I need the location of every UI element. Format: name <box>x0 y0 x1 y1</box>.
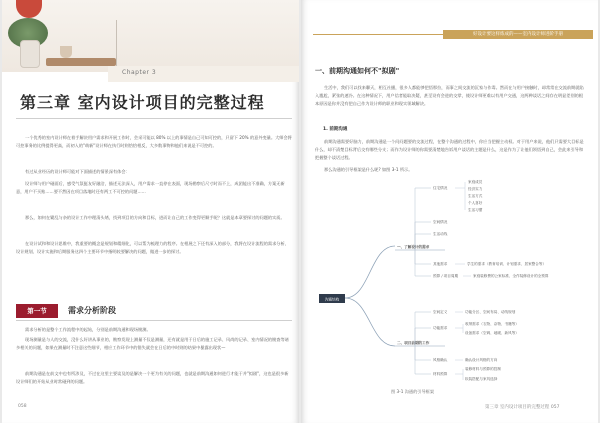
mindmap-branch: 住宅情况 <box>433 186 448 190</box>
chapter-tag: Chapter 3 <box>122 69 157 76</box>
section-title: 需求分析阶段 <box>68 306 116 315</box>
mindmap-branch: 空间定义 <box>433 310 448 314</box>
mindmap-leaf: 生活习惯 <box>468 208 483 212</box>
running-head-rule <box>313 34 443 35</box>
table-illustration <box>46 58 116 66</box>
mindmap-leaf: 收纳需求（衣物、杂物、书籍等） <box>465 322 519 326</box>
right-page <box>301 0 598 423</box>
mindmap-branch: 风格确认 <box>433 358 448 362</box>
mindmap-leaf: 经济实力 <box>468 187 483 191</box>
mindmap-branch: 生活动线 <box>433 232 448 236</box>
body-paragraph: 那么沟通的引导框架是什么呢? 如图 3-1 所示。 <box>324 167 413 172</box>
mindmap-branch: 其他需求 <box>433 262 448 266</box>
body-paragraph: 现场测量是与人的交流，没什么好讲从事业的，勘察发现上测量不仅是测量，还有就是用于日后的施工记录、风尚的记录、室内情况的勘查等诸多相关的问题，如果在测量时不注意这些细节，相应工作环节中的错失就会在日后的中时则的结果中暴露出现状— <box>16 337 289 351</box>
page-number: 第三章 室内设计项目的完整过程 057 <box>485 405 560 410</box>
mindmap-leaf: 装修材料与预算的控制 <box>465 367 501 371</box>
body-paragraph: 设计师与用户碰面后，感受气氛挺友好融洽，描述无法深入，用户需求一直停在表面，现场勘察后尺寸时而不上，成团能出不准确，方案无新意，用户不买账……要不然因在项目落地时还有两工不可控的问题…… <box>16 181 285 195</box>
mindmap-leaf: 家庭装修费的公家标准、全作装修设计的全预算 <box>473 274 549 278</box>
body-paragraph: 有过从业经历的设计师可能对下面描述的情景深有体会： <box>25 169 130 174</box>
body-paragraph: 前期沟通需要好脑力，前期沟通是一个问问题要的交流过程，在整个沟通的过程中，你应当把握主动权。对于用户来说，他们只需要大目标是什么，却不清楚目标背后交有哪些分支；而作为设计师的你需要清楚地告诉用户谈话的主题是什么，这是作为了让他们领悟到自己，会此来引导和把握整个谈话过程。 <box>315 139 584 161</box>
body-paragraph: 那么，如何在繁乱与杂的设计工作中理清头绪，找到项目的方向和目标，进而让自己的工作变得更顺手呢？这就是本章要探讨的问题的实质。 <box>25 215 285 220</box>
mindmap-leaf: 设备需求（空调、地暖、新风等） <box>465 331 519 335</box>
decorative-line <box>116 20 117 66</box>
interior-photo <box>2 0 299 72</box>
figure-caption: 图 3-1 沟通的引导框架 <box>391 389 435 394</box>
mindmap-branch: 材料预算 <box>433 372 448 376</box>
mindmap-leaf: 家庭成员 <box>468 180 483 184</box>
subsection-title: 一、前期沟通如何不"拟剧" <box>315 67 400 75</box>
section-label: 第一节 <box>16 304 58 318</box>
mindmap-leaf: 学生的需求（教育培训、计划需求、居家整合等） <box>467 262 547 266</box>
mindmap-branch: 预算 / 项目周期 <box>433 274 459 278</box>
mindmap-hub-lower: 二、项目前期的工作 <box>397 341 430 345</box>
mindmap-root: 沟通结构 <box>324 297 340 302</box>
mindmap-leaf: 软装搭配与家具选择 <box>465 377 498 381</box>
cup-illustration <box>60 46 72 58</box>
body-paragraph: 前期沟通是在前文中也有所涉及，不过在这里主要谈及的是解决一个更为有关的问题，也就是前期沟通如何进行才能于并"拟剧"，这也是很多新设计师们的开始从业时常碰到的问题。 <box>16 371 289 385</box>
vase-illustration <box>20 40 40 68</box>
title-divider <box>16 118 292 119</box>
left-page <box>2 0 299 423</box>
body-paragraph: 生活中，我们可以找来聊天，相互社播，很多人都能够把悟那拉，而事之间交流的沉家与作毒。然而在与用户接触时，却常常在交流前期就陷入尴尬，紧张的速冷。在这种情况下，用户信者能取决疑，甚至设有会进的交掌，使设计师更难以有用户交通，这两种谈话之间存在明显差别的根本原因是你并没有把自己作为设计师的职业和现实领域解决。 <box>315 85 584 107</box>
mindmap-leaf: 功能分区、空间布局、动线规划 <box>465 310 516 314</box>
body-paragraph: 在设计试和和设计思维中，我重要的概念是规划和精细化，可以帮为梳理力的程序。在相展之下还有深入的部分，我将在设计流程的需求分析、设计规划、设计实施和后期服务这四个主要环节中指明较要解决的问题，做进一步的探讨。 <box>16 241 289 255</box>
chapter-title: 第三章 室内设计项目的完整过程 <box>20 93 265 112</box>
page-number: 058 <box>18 404 27 409</box>
body-paragraph: 需求分析的是整个工作流程中的起始，分别是前期沟通和现场勘测。 <box>25 327 151 332</box>
mindmap-leaf: 确认设计风格的方向 <box>465 358 498 362</box>
body-paragraph: 一个优秀的室内设计师在着手解决用户需求和开展工作时，会采可能以 80% 以上的事情是自己可知可控的，只留下 20% 的意外变量。大师会将可控事务的比例提得更高，而初入的"萌新"设计师在执行时则恰恰相反，大多数事物和他们来说是不可控的。 <box>16 135 292 149</box>
mindmap-hub-upper: 一、了解设计的需求 <box>397 245 430 249</box>
mindmap-branch: 空间情况 <box>433 220 448 224</box>
mindmap-branch: 功能需求 <box>433 326 448 330</box>
section-divider <box>16 320 292 321</box>
mindmap-leaf: 个人喜好 <box>468 201 483 205</box>
mindmap-leaf: 生活方式 <box>468 194 483 198</box>
subheading: 1. 前期沟通 <box>323 127 348 132</box>
communication-framework-diagram <box>315 176 587 384</box>
running-head: 好设计要这样炼成的——室内设计师进阶手册 <box>443 30 593 39</box>
